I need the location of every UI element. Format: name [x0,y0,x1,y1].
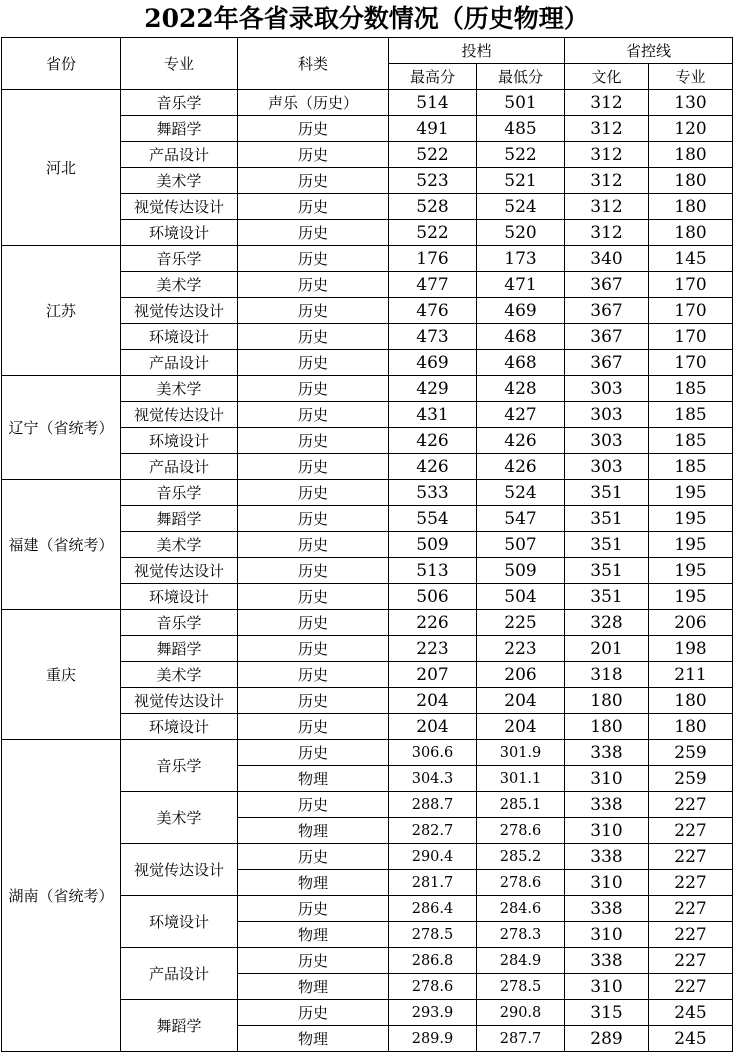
min-score-cell: 278.6 [477,870,565,896]
header-toudang: 投档 [389,38,565,64]
min-score-cell: 290.8 [477,1000,565,1026]
major-cell: 视觉传达设计 [121,194,238,220]
category-cell: 历史 [238,792,389,818]
specialty-line-cell: 227 [649,818,733,844]
culture-line-cell: 338 [565,792,649,818]
specialty-line-cell: 170 [649,350,733,376]
major-cell: 环境设计 [121,220,238,246]
province-cell: 河北 [2,90,121,246]
culture-line-cell: 312 [565,168,649,194]
category-cell: 历史 [238,636,389,662]
header-province: 省份 [2,38,121,90]
major-cell: 视觉传达设计 [121,298,238,324]
province-cell: 湖南（省统考） [2,740,121,1052]
min-score-cell: 287.7 [477,1026,565,1052]
culture-line-cell: 180 [565,688,649,714]
min-score-cell: 204 [477,714,565,740]
specialty-line-cell: 180 [649,714,733,740]
max-score-cell: 522 [389,142,477,168]
header-control-line: 省控线 [565,38,733,64]
culture-line-cell: 338 [565,740,649,766]
max-score-cell: 289.9 [389,1026,477,1052]
major-cell: 舞蹈学 [121,506,238,532]
max-score-cell: 533 [389,480,477,506]
max-score-cell: 522 [389,220,477,246]
max-score-cell: 426 [389,428,477,454]
specialty-line-cell: 227 [649,948,733,974]
min-score-cell: 471 [477,272,565,298]
min-score-cell: 301.1 [477,766,565,792]
specialty-line-cell: 195 [649,532,733,558]
culture-line-cell: 328 [565,610,649,636]
culture-line-cell: 338 [565,948,649,974]
culture-line-cell: 367 [565,272,649,298]
min-score-cell: 547 [477,506,565,532]
min-score-cell: 225 [477,610,565,636]
major-cell: 视觉传达设计 [121,558,238,584]
province-cell: 福建（省统考） [2,480,121,610]
specialty-line-cell: 198 [649,636,733,662]
major-cell: 音乐学 [121,480,238,506]
culture-line-cell: 367 [565,350,649,376]
max-score-cell: 290.4 [389,844,477,870]
max-score-cell: 477 [389,272,477,298]
culture-line-cell: 367 [565,324,649,350]
min-score-cell: 204 [477,688,565,714]
specialty-line-cell: 120 [649,116,733,142]
category-cell: 历史 [238,1000,389,1026]
specialty-line-cell: 145 [649,246,733,272]
specialty-line-cell: 259 [649,740,733,766]
category-cell: 物理 [238,870,389,896]
max-score-cell: 226 [389,610,477,636]
min-score-cell: 504 [477,584,565,610]
max-score-cell: 207 [389,662,477,688]
max-score-cell: 528 [389,194,477,220]
major-cell: 美术学 [121,376,238,402]
max-score-cell: 306.6 [389,740,477,766]
max-score-cell: 286.8 [389,948,477,974]
culture-line-cell: 303 [565,454,649,480]
category-cell: 物理 [238,1026,389,1052]
max-score-cell: 514 [389,90,477,116]
category-cell: 历史 [238,324,389,350]
max-score-cell: 204 [389,688,477,714]
max-score-cell: 476 [389,298,477,324]
category-cell: 物理 [238,766,389,792]
specialty-line-cell: 185 [649,376,733,402]
culture-line-cell: 310 [565,766,649,792]
culture-line-cell: 289 [565,1026,649,1052]
culture-line-cell: 351 [565,506,649,532]
category-cell: 历史 [238,220,389,246]
major-cell: 音乐学 [121,90,238,116]
table-row [2,376,733,402]
max-score-cell: 506 [389,584,477,610]
max-score-cell: 431 [389,402,477,428]
header-max-score: 最高分 [389,64,477,90]
max-score-cell: 223 [389,636,477,662]
category-cell: 历史 [238,584,389,610]
category-cell: 历史 [238,896,389,922]
specialty-line-cell: 195 [649,584,733,610]
culture-line-cell: 312 [565,194,649,220]
min-score-cell: 278.5 [477,974,565,1000]
category-cell: 历史 [238,376,389,402]
category-cell: 历史 [238,142,389,168]
culture-line-cell: 367 [565,298,649,324]
specialty-line-cell: 195 [649,480,733,506]
category-cell: 历史 [238,272,389,298]
min-score-cell: 469 [477,298,565,324]
min-score-cell: 173 [477,246,565,272]
category-cell: 历史 [238,402,389,428]
specialty-line-cell: 170 [649,272,733,298]
culture-line-cell: 180 [565,714,649,740]
specialty-line-cell: 180 [649,194,733,220]
culture-line-cell: 303 [565,428,649,454]
category-cell: 历史 [238,428,389,454]
major-cell: 环境设计 [121,584,238,610]
category-cell: 物理 [238,974,389,1000]
header-culture: 文化 [565,64,649,90]
category-cell: 历史 [238,558,389,584]
table-row [2,90,733,116]
culture-line-cell: 312 [565,220,649,246]
page-title: 2022年各省录取分数情况（历史物理） [144,4,589,33]
major-cell: 产品设计 [121,454,238,480]
major-cell: 产品设计 [121,350,238,376]
category-cell: 历史 [238,714,389,740]
max-score-cell: 554 [389,506,477,532]
min-score-cell: 509 [477,558,565,584]
category-cell: 历史 [238,116,389,142]
max-score-cell: 429 [389,376,477,402]
category-cell: 历史 [238,298,389,324]
category-cell: 历史 [238,532,389,558]
min-score-cell: 285.2 [477,844,565,870]
major-cell: 音乐学 [121,740,238,792]
specialty-line-cell: 130 [649,90,733,116]
culture-line-cell: 303 [565,376,649,402]
culture-line-cell: 310 [565,922,649,948]
max-score-cell: 278.6 [389,974,477,1000]
category-cell: 历史 [238,610,389,636]
major-cell: 环境设计 [121,896,238,948]
max-score-cell: 509 [389,532,477,558]
min-score-cell: 524 [477,480,565,506]
min-score-cell: 524 [477,194,565,220]
category-cell: 历史 [238,844,389,870]
min-score-cell: 426 [477,454,565,480]
max-score-cell: 281.7 [389,870,477,896]
category-cell: 历史 [238,506,389,532]
specialty-line-cell: 211 [649,662,733,688]
specialty-line-cell: 227 [649,844,733,870]
province-cell: 重庆 [2,610,121,740]
table-row [2,740,733,766]
max-score-cell: 523 [389,168,477,194]
min-score-cell: 284.6 [477,896,565,922]
min-score-cell: 507 [477,532,565,558]
culture-line-cell: 318 [565,662,649,688]
table-row [2,480,733,506]
max-score-cell: 513 [389,558,477,584]
max-score-cell: 278.5 [389,922,477,948]
category-cell: 声乐（历史） [238,90,389,116]
min-score-cell: 206 [477,662,565,688]
min-score-cell: 501 [477,90,565,116]
category-cell: 历史 [238,194,389,220]
max-score-cell: 288.7 [389,792,477,818]
min-score-cell: 468 [477,350,565,376]
specialty-line-cell: 245 [649,1000,733,1026]
specialty-line-cell: 227 [649,896,733,922]
max-score-cell: 204 [389,714,477,740]
major-cell: 视觉传达设计 [121,402,238,428]
category-cell: 历史 [238,948,389,974]
culture-line-cell: 312 [565,142,649,168]
admission-score-table [1,37,733,1052]
specialty-line-cell: 227 [649,922,733,948]
max-score-cell: 304.3 [389,766,477,792]
major-cell: 舞蹈学 [121,636,238,662]
province-cell: 辽宁（省统考） [2,376,121,480]
culture-line-cell: 315 [565,1000,649,1026]
major-cell: 产品设计 [121,142,238,168]
culture-line-cell: 310 [565,818,649,844]
header-major: 专业 [121,38,238,90]
min-score-cell: 285.1 [477,792,565,818]
specialty-line-cell: 180 [649,688,733,714]
specialty-line-cell: 170 [649,298,733,324]
table-row [2,610,733,636]
specialty-line-cell: 195 [649,506,733,532]
category-cell: 历史 [238,454,389,480]
min-score-cell: 301.9 [477,740,565,766]
min-score-cell: 468 [477,324,565,350]
specialty-line-cell: 180 [649,142,733,168]
category-cell: 历史 [238,480,389,506]
province-cell: 江苏 [2,246,121,376]
max-score-cell: 491 [389,116,477,142]
specialty-line-cell: 227 [649,792,733,818]
category-cell: 历史 [238,246,389,272]
specialty-line-cell: 195 [649,558,733,584]
min-score-cell: 284.9 [477,948,565,974]
min-score-cell: 428 [477,376,565,402]
major-cell: 舞蹈学 [121,1000,238,1052]
header-min-score: 最低分 [477,64,565,90]
culture-line-cell: 351 [565,584,649,610]
culture-line-cell: 351 [565,480,649,506]
max-score-cell: 286.4 [389,896,477,922]
specialty-line-cell: 245 [649,1026,733,1052]
specialty-line-cell: 180 [649,220,733,246]
specialty-line-cell: 227 [649,974,733,1000]
major-cell: 视觉传达设计 [121,844,238,896]
min-score-cell: 223 [477,636,565,662]
category-cell: 历史 [238,350,389,376]
category-cell: 物理 [238,922,389,948]
culture-line-cell: 338 [565,896,649,922]
max-score-cell: 473 [389,324,477,350]
category-cell: 历史 [238,688,389,714]
header-specialty: 专业 [649,64,733,90]
major-cell: 产品设计 [121,948,238,1000]
major-cell: 美术学 [121,168,238,194]
culture-line-cell: 303 [565,402,649,428]
min-score-cell: 522 [477,142,565,168]
category-cell: 历史 [238,662,389,688]
major-cell: 视觉传达设计 [121,688,238,714]
culture-line-cell: 351 [565,558,649,584]
culture-line-cell: 340 [565,246,649,272]
specialty-line-cell: 259 [649,766,733,792]
major-cell: 音乐学 [121,246,238,272]
category-cell: 历史 [238,740,389,766]
specialty-line-cell: 206 [649,610,733,636]
min-score-cell: 485 [477,116,565,142]
min-score-cell: 426 [477,428,565,454]
specialty-line-cell: 227 [649,870,733,896]
culture-line-cell: 312 [565,90,649,116]
min-score-cell: 520 [477,220,565,246]
major-cell: 音乐学 [121,610,238,636]
specialty-line-cell: 185 [649,454,733,480]
max-score-cell: 426 [389,454,477,480]
max-score-cell: 293.9 [389,1000,477,1026]
specialty-line-cell: 185 [649,428,733,454]
major-cell: 舞蹈学 [121,116,238,142]
major-cell: 环境设计 [121,428,238,454]
major-cell: 美术学 [121,662,238,688]
specialty-line-cell: 185 [649,402,733,428]
table-row [2,246,733,272]
category-cell: 历史 [238,168,389,194]
max-score-cell: 469 [389,350,477,376]
category-cell: 物理 [238,818,389,844]
culture-line-cell: 338 [565,844,649,870]
culture-line-cell: 312 [565,116,649,142]
major-cell: 环境设计 [121,714,238,740]
min-score-cell: 427 [477,402,565,428]
culture-line-cell: 201 [565,636,649,662]
max-score-cell: 282.7 [389,818,477,844]
min-score-cell: 278.6 [477,818,565,844]
culture-line-cell: 351 [565,532,649,558]
major-cell: 环境设计 [121,324,238,350]
header-category: 科类 [238,38,389,90]
culture-line-cell: 310 [565,974,649,1000]
max-score-cell: 176 [389,246,477,272]
specialty-line-cell: 180 [649,168,733,194]
min-score-cell: 521 [477,168,565,194]
major-cell: 美术学 [121,272,238,298]
culture-line-cell: 310 [565,870,649,896]
table-body [2,90,733,1052]
specialty-line-cell: 170 [649,324,733,350]
major-cell: 美术学 [121,792,238,844]
major-cell: 美术学 [121,532,238,558]
min-score-cell: 278.3 [477,922,565,948]
